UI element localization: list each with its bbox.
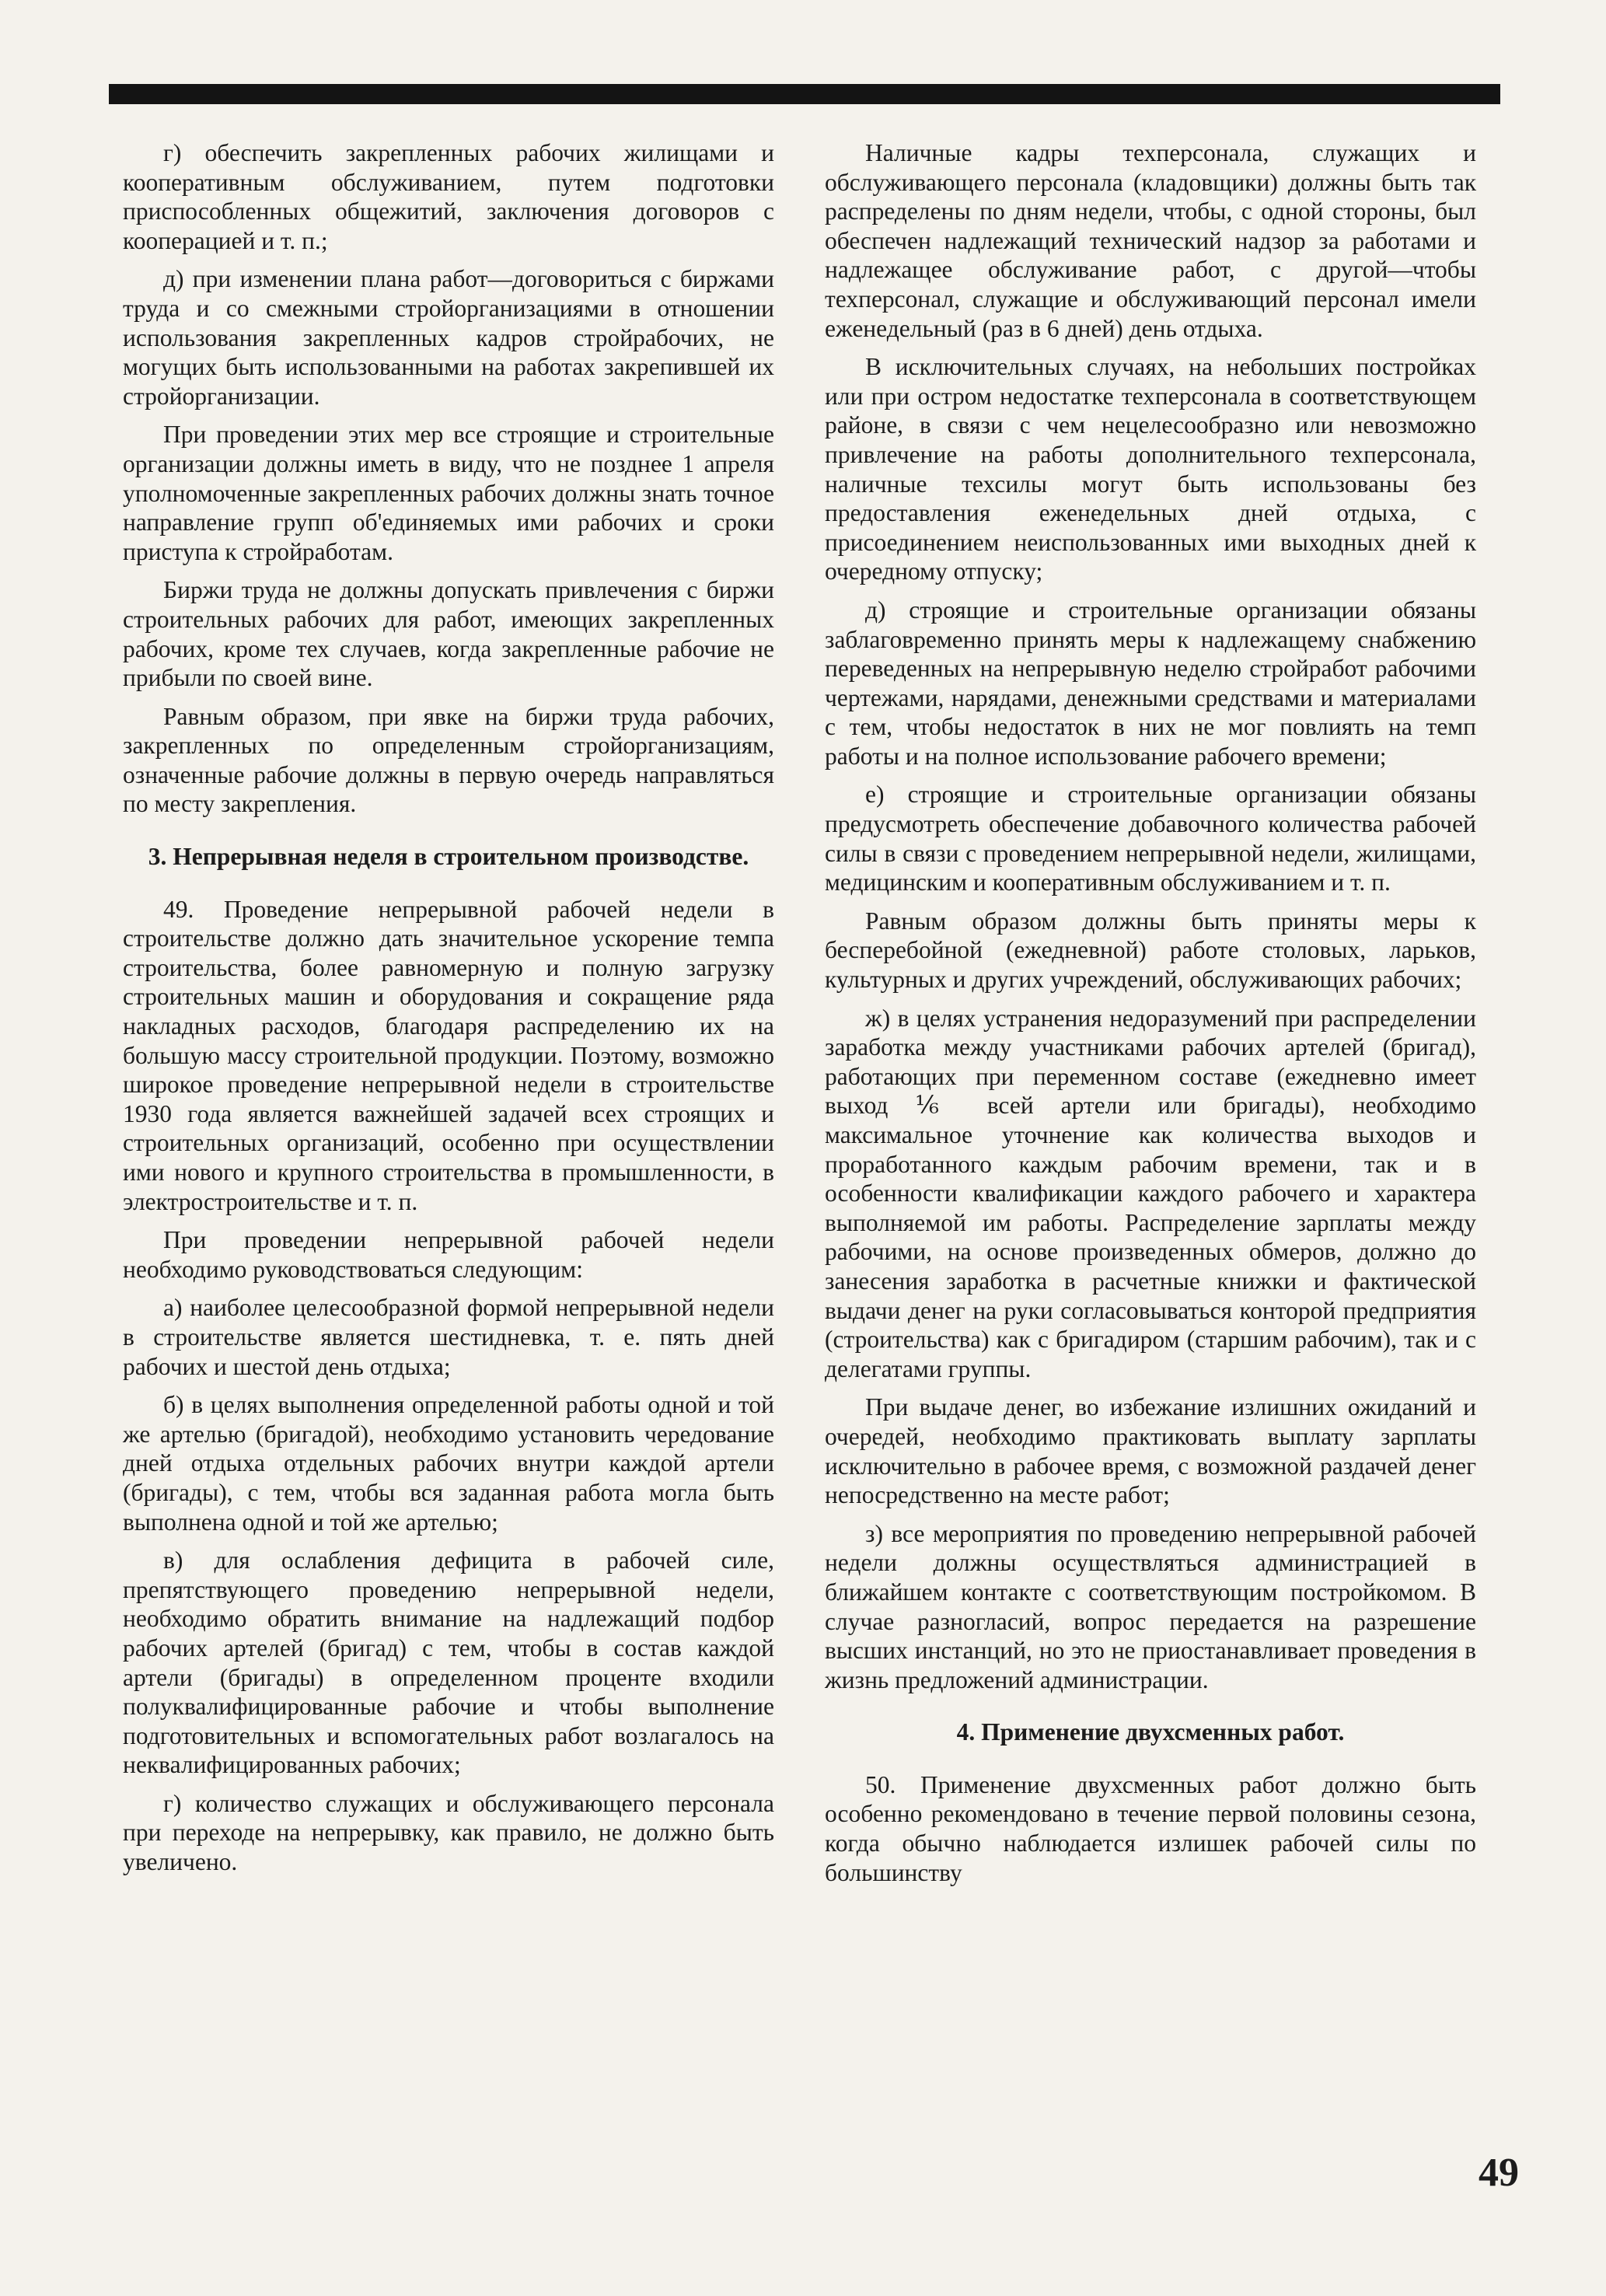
- paragraph: Равным образом должны быть приняты меры к бесперебойной (ежедневной) работе столовых, ларьков, культурных и других учреждений, обслуживающих рабочих;: [825, 907, 1476, 994]
- paragraph: ж) в целях устранения недоразумений при распределении заработка между участниками рабочих артелей (бригад), работающих при переменном составе (ежедневно имеет выход ⅙ всей артели или бригады), необходимо максимальное уточнение как количества выходов и проработанного каждым рабочим времени, так и в особенности квалификации каждого рабочего и характера выполняемой им работы. Распределение зарплаты между рабочими, на основе произведенных обмеров, должно до занесения заработка в расчетные книжки и фактической выдачи денег на руки согласовываться конторой предприятия (строительства) как с бригадиром (старшим рабочим), так и с делегатами группы.: [825, 1004, 1476, 1382]
- paragraph: Биржи труда не должны допускать привлечения с биржи строительных рабочих для работ, имеющих закрепленных рабочих, кроме тех случаев, когда закрепленные рабочие не прибыли по своей вине.: [123, 576, 774, 692]
- paragraph: в) для ослабления дефицита в рабочей силе, препятствующего проведению непрерывной недели, необходимо обратить внимание на надлежащий подбор рабочих артелей (бригад) с тем, чтобы в состав каждой артели (бригады) в определенном проценте входили полуквалифицированные рабочие и чтобы выполнение подготовительных и вспомогательных работ возлагалось на неквалифицированных рабочих;: [123, 1546, 774, 1779]
- paragraph: 49. Проведение непрерывной рабочей недели в строительстве должно дать значительное ускорение темпа строительства, более равномерную и полную загрузку строительных машин и оборудования и сокращение ряда накладных расходов, благодаря распределению их на большую массу строительной продукции. Поэтому, возможно широкое проведение непрерывной недели в строительстве 1930 года является важнейшей задачей всех строящих и строительных организаций, особенно при осуществлении ими нового и крупного строительства в промышленности, в электростроительстве и т. п.: [123, 895, 774, 1215]
- paragraph: д) при изменении плана работ—договориться с биржами труда и со смежными стройорганизациями в отношении использования закрепленных кадров стройрабочих, не могущих быть использованными на работах закрепившей их стройорганизации.: [123, 265, 774, 410]
- page-number: 49: [1479, 2151, 1519, 2195]
- paragraph: Наличные кадры техперсонала, служащих и обслуживающего персонала (кладовщики) должны быть так распределены по дням недели, чтобы, с одной стороны, был обеспечен надлежащий технический надзор за работами и надлежащее обслуживание работ, с другой—чтобы техперсонал, служащие и обслуживающий персонал имели еженедельный (раз в 6 дней) день отдыха.: [825, 139, 1476, 342]
- paragraph: е) строящие и строительные организации обязаны предусмотреть обеспечение добавочного количества рабочей силы в связи с проведением непрерывной недели, жилищами, медицинским и кооперативным обслуживанием и т. п.: [825, 781, 1476, 896]
- right-column: [825, 138, 1476, 1896]
- paragraph: б) в целях выполнения определенной работы одной и той же артелью (бригадой), необходимо установить чередование дней отдыха отдельных рабочих внутри каждой артели (бригады), с тем, чтобы вся заданная работа могла быть выполнена одной и той же артелью;: [123, 1391, 774, 1536]
- paragraph: 50. Применение двухсменных работ должно быть особенно рекомендовано в течение первой половины сезона, когда обычно наблюдается излишек рабочей силы по большинству: [825, 1770, 1476, 1886]
- paragraph: г) обеспечить закрепленных рабочих жилищами и кооперативным обслуживанием, путем подготовки приспособленных общежитий, заключения договоров с кооперацией и т. п.;: [123, 139, 774, 254]
- paragraph: г) количество служащих и обслуживающего персонала при переходе на непрерывку, как правило, не должно быть увеличено.: [123, 1789, 774, 1876]
- paragraph: з) все мероприятия по проведению непрерывной рабочей недели должны осуществляться администрацией в ближайшем контакте с соответствующим постройкомом. В случае разногласий, вопрос передается на разрешение высших инстанций, но это не приостанавливает проведения в жизнь предложений администрации.: [825, 1519, 1476, 1693]
- left-column: [123, 138, 774, 1886]
- top-rule: [109, 84, 1500, 104]
- paragraph: В исключительных случаях, на небольших постройках или при остром недостатке техперсонала в соответствующем районе, в связи с чем нецелесообразно или невозможно привлечение на работы дополнительного техперсонала, наличные техсилы могут быть использованы без предоставления еженедельных дней отдыха, с присоединением неиспользованных ими выходных дней к очередному отпуску;: [825, 353, 1476, 585]
- paragraph: а) наиболее целесообразной формой непрерывной недели в строительстве является шестидневка, т. е. пять дней рабочих и шестой день отдыха;: [123, 1294, 774, 1380]
- section-heading-4: 4. Применение двухсменных работ.: [956, 1718, 1345, 1746]
- paragraph: При выдаче денег, во избежание излишних ожиданий и очередей, необходимо практиковать выплату зарплаты исключительно в рабочее время, с возможной раздачей денег непосредственно на месте работ;: [825, 1393, 1476, 1509]
- paragraph: Равным образом, при явке на биржи труда рабочих, закрепленных по определенным стройорганизациям, означенные рабочие должны в первую очередь направляться по месту закрепления.: [123, 702, 774, 818]
- paragraph: При проведении непрерывной рабочей недели необходимо руководствоваться следующим:: [123, 1226, 774, 1283]
- paragraph: д) строящие и строительные организации обязаны заблаговременно принять меры к надлежащему снабжению переведенных на непрерывную неделю стройработ рабочими чертежами, нарядами, денежными средствами и материалами с тем, чтобы недостаток в них не мог повлиять на темп работы и на полное использование рабочего времени;: [825, 596, 1476, 770]
- section-heading-3: 3. Непрерывная неделя в строительном производстве.: [148, 843, 749, 871]
- paragraph: При проведении этих мер все строящие и строительные организации должны иметь в виду, что не позднее 1 апреля уполномоченные закрепленных рабочих должны знать точное направление групп об'единяемых ими рабочих и сроки приступа к стройработам.: [123, 421, 774, 565]
